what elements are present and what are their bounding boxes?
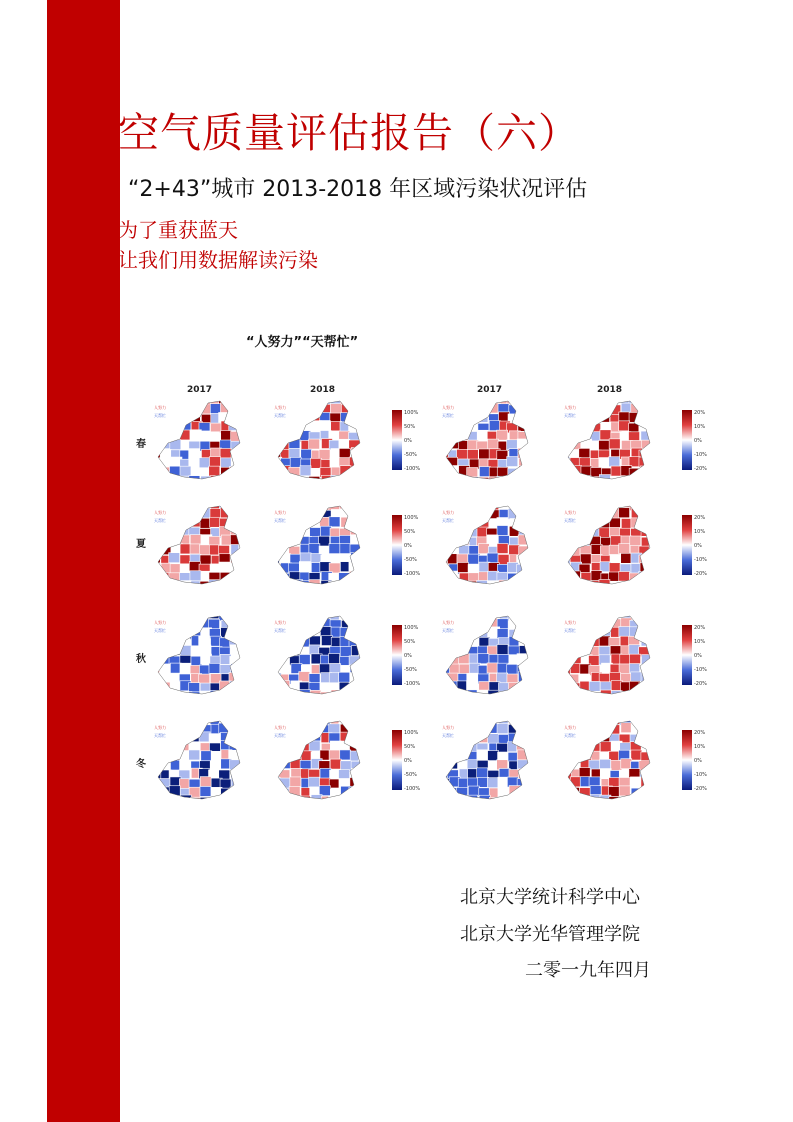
legend-color-bar (682, 410, 692, 470)
legend-tick-label: 0% (404, 438, 412, 444)
season-map (270, 500, 370, 590)
legend-tick-label: 20% (694, 625, 706, 631)
color-legend (392, 730, 422, 800)
season-map (438, 610, 538, 700)
color-legend (392, 410, 422, 480)
panel-weather-label: 天帮忙 (274, 733, 286, 738)
season-map (560, 610, 660, 700)
color-legend (682, 625, 712, 695)
legend-tick-label: -10% (694, 452, 707, 458)
season-map (270, 715, 370, 805)
column-year-4: 2018 (597, 385, 623, 395)
legend-tick-label: 10% (694, 529, 706, 535)
season-label-autumn: 秋 (136, 654, 146, 665)
panel-weather-label: 天帮忙 (274, 413, 286, 418)
slogan-line-2: 让我们用数据解读污染 (118, 248, 318, 272)
season-map (560, 500, 660, 590)
figure-title: “人努力”“天帮忙” (246, 335, 359, 350)
legend-tick-label: 50% (404, 529, 416, 535)
color-legend (392, 515, 422, 585)
legend-tick-label: -100% (404, 571, 421, 577)
legend-tick-label: -50% (404, 667, 417, 673)
legend-color-bar (682, 730, 692, 790)
color-legend (682, 410, 712, 480)
legend-color-bar (392, 730, 402, 790)
panel-weather-label: 天帮忙 (154, 628, 166, 633)
legend-tick-label: 0% (404, 543, 412, 549)
legend-tick-label: -100% (404, 466, 421, 472)
panel-weather-label: 天帮忙 (154, 413, 166, 418)
legend-color-bar (682, 515, 692, 575)
legend-tick-label: 0% (694, 758, 702, 764)
panel-effort-label: 人努力 (442, 620, 454, 625)
panel-weather-label: 天帮忙 (154, 518, 166, 523)
panel-effort-label: 人努力 (564, 510, 576, 515)
season-map (438, 500, 538, 590)
season-map (270, 395, 370, 485)
legend-tick-label: 0% (694, 543, 702, 549)
legend-tick-label: -50% (404, 557, 417, 563)
panel-weather-label: 天帮忙 (442, 733, 454, 738)
panel-effort-label: 人努力 (564, 620, 576, 625)
legend-color-bar (392, 410, 402, 470)
legend-tick-label: 100% (404, 515, 419, 521)
panel-effort-label: 人努力 (154, 620, 166, 625)
legend-tick-label: -10% (694, 772, 707, 778)
season-map (150, 500, 250, 590)
panel-weather-label: 天帮忙 (154, 733, 166, 738)
panel-effort-label: 人努力 (442, 725, 454, 730)
legend-tick-label: 10% (694, 639, 706, 645)
legend-tick-label: 100% (404, 625, 419, 631)
legend-tick-label: 0% (694, 438, 702, 444)
season-map (150, 395, 250, 485)
season-map (438, 395, 538, 485)
report-title: 空气质量评估报告（六） (118, 109, 580, 157)
legend-tick-label: 10% (694, 424, 706, 430)
column-year-3: 2017 (477, 385, 503, 395)
legend-tick-label: 100% (404, 730, 419, 736)
legend-tick-label: 10% (694, 744, 706, 750)
color-legend (392, 625, 422, 695)
season-map (438, 715, 538, 805)
legend-tick-label: 0% (694, 653, 702, 659)
panel-weather-label: 天帮忙 (564, 628, 576, 633)
legend-tick-label: 20% (694, 730, 706, 736)
slogan-line-1: 为了重获蓝天 (118, 218, 238, 242)
panel-weather-label: 天帮忙 (442, 518, 454, 523)
season-map (560, 715, 660, 805)
panel-effort-label: 人努力 (154, 510, 166, 515)
report-date: 二零一九年四月 (525, 960, 651, 981)
panel-effort-label: 人努力 (564, 725, 576, 730)
legend-tick-label: 50% (404, 424, 416, 430)
legend-tick-label: 100% (404, 410, 419, 416)
color-legend (682, 730, 712, 800)
panel-effort-label: 人努力 (274, 620, 286, 625)
panel-effort-label: 人努力 (442, 405, 454, 410)
season-label-winter: 冬 (136, 759, 146, 770)
panel-weather-label: 天帮忙 (442, 628, 454, 633)
seasonal-map-figure (120, 375, 720, 810)
panel-effort-label: 人努力 (564, 405, 576, 410)
panel-weather-label: 天帮忙 (274, 518, 286, 523)
season-map (150, 610, 250, 700)
column-year-1: 2017 (187, 385, 213, 395)
report-subtitle: “2+43”城市 2013-2018 年区域污染状况评估 (128, 177, 588, 202)
legend-tick-label: -20% (694, 466, 707, 472)
panel-effort-label: 人努力 (274, 510, 286, 515)
legend-tick-label: 50% (404, 744, 416, 750)
legend-tick-label: -20% (694, 571, 707, 577)
legend-tick-label: -100% (404, 786, 421, 792)
institution-line-1: 北京大学统计科学中心 (460, 887, 640, 908)
legend-tick-label: -20% (694, 681, 707, 687)
color-legend (682, 515, 712, 585)
left-accent-bar (47, 0, 120, 1122)
legend-tick-label: 20% (694, 515, 706, 521)
panel-weather-label: 天帮忙 (564, 413, 576, 418)
legend-tick-label: -50% (404, 772, 417, 778)
panel-weather-label: 天帮忙 (274, 628, 286, 633)
legend-tick-label: -10% (694, 667, 707, 673)
panel-weather-label: 天帮忙 (442, 413, 454, 418)
legend-color-bar (392, 515, 402, 575)
legend-tick-label: 50% (404, 639, 416, 645)
panel-weather-label: 天帮忙 (564, 733, 576, 738)
panel-weather-label: 天帮忙 (564, 518, 576, 523)
legend-tick-label: -50% (404, 452, 417, 458)
legend-color-bar (392, 625, 402, 685)
legend-tick-label: -100% (404, 681, 421, 687)
legend-tick-label: 0% (404, 758, 412, 764)
legend-tick-label: 20% (694, 410, 706, 416)
legend-tick-label: 0% (404, 653, 412, 659)
panel-effort-label: 人努力 (154, 725, 166, 730)
legend-tick-label: -20% (694, 786, 707, 792)
panel-effort-label: 人努力 (274, 405, 286, 410)
season-label-spring: 春 (136, 439, 146, 450)
institution-line-2: 北京大学光华管理学院 (460, 924, 640, 945)
panel-effort-label: 人努力 (154, 405, 166, 410)
panel-effort-label: 人努力 (274, 725, 286, 730)
legend-color-bar (682, 625, 692, 685)
season-map (150, 715, 250, 805)
legend-tick-label: -10% (694, 557, 707, 563)
column-year-2: 2018 (310, 385, 336, 395)
panel-effort-label: 人努力 (442, 510, 454, 515)
season-map (560, 395, 660, 485)
season-map (270, 610, 370, 700)
season-label-summer: 夏 (136, 539, 146, 550)
